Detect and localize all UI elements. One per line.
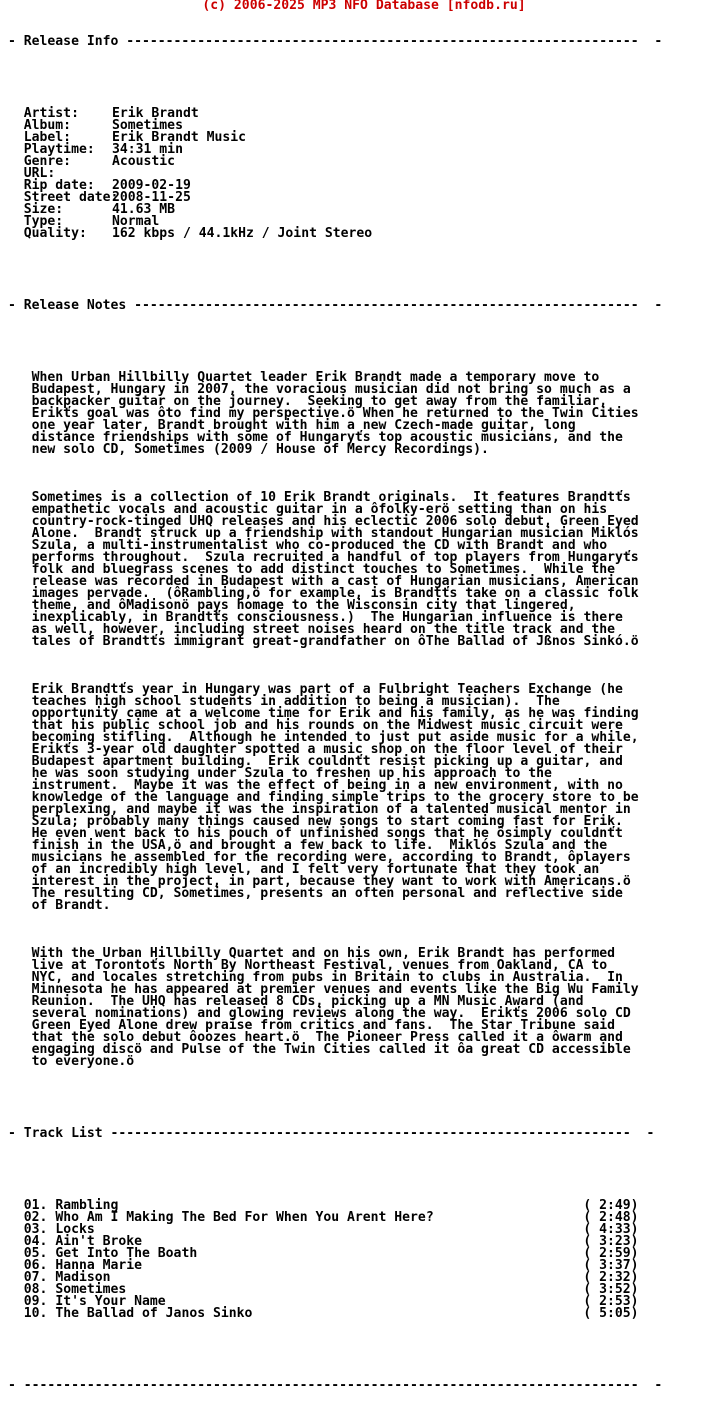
info-label: Quality:: [8, 226, 87, 241]
track-duration: ( 2:53): [583, 1294, 639, 1309]
track-duration: ( 3:37): [583, 1258, 639, 1273]
notes-line: Sometimes is a collection of 10 Erik Brandt originals. It features Brandtťs: [8, 490, 631, 505]
track-number: 03.: [8, 1222, 56, 1237]
info-value: Erik Brandt: [112, 106, 199, 121]
notes-line: finish in the USA,ö and brought a few back to life. Miklós Szula and the: [8, 838, 608, 853]
info-row: [8, 204, 662, 216]
notes-line: Szula; probably many things caused new songs to start coming fast for Erik.: [8, 814, 623, 829]
notes-line: Erikťs 3-year old daughter spotted a music shop on the floor level of their: [8, 742, 623, 757]
info-value: 162 kbps / 44.1kHz / Joint Stereo: [112, 226, 373, 241]
info-row: [8, 156, 662, 168]
track-title: Rambling: [55, 1198, 119, 1213]
notes-line: that his public school job and his rounds on the Midwest music circuit were: [8, 718, 623, 733]
notes-line: folk and bluegrass scenes to add distinct touches to Sometimes. While the: [8, 562, 615, 577]
notes-line: becoming stifling. Although he intended to just put aside music for a while,: [8, 730, 639, 745]
release-notes-block: [8, 372, 662, 1104]
track-duration: ( 4:33): [583, 1222, 639, 1237]
notes-line: Green Eyed Alone drew praise from critics and fans. The Star Tribune said: [8, 1018, 615, 1033]
info-label: Rip date:: [8, 178, 95, 193]
track-title: Ain't Broke: [55, 1234, 143, 1249]
blank-line: [8, 1344, 662, 1356]
track-duration: ( 2:49): [583, 1198, 639, 1213]
info-label: Playtime:: [8, 142, 95, 157]
notes-line: performs throughout. Szula recruited a handful of top players from Hungaryťs: [8, 550, 639, 565]
notes-line: musicians he assembled for the recording were, according to Brandt, ôplayers: [8, 850, 631, 865]
release-notes-divider: - Release Notes ---------------------------------------------------------------- -: [8, 298, 663, 313]
info-row: [8, 192, 662, 204]
notes-line: one year later, Brandt brought with him a new Czech-made guitar, long: [8, 418, 576, 433]
track-number: 02.: [8, 1210, 56, 1225]
track-title: Madison: [55, 1270, 111, 1285]
info-value: Normal: [112, 214, 160, 229]
track-title: The Ballad of Janos Sinko: [55, 1306, 253, 1321]
blank-line: [8, 648, 662, 660]
release-info-block: [8, 108, 662, 240]
notes-line: Erik Brandtťs year in Hungary was part of a Fulbright Teachers Exchange (he: [8, 682, 623, 697]
notes-line: that the solo debut ôoozes heart.ö The Pioneer Press called it a ôwarm and: [8, 1030, 623, 1045]
footer-divider: - ------------------------------------------------------------------------------ -: [8, 1378, 663, 1393]
track-row: [8, 1212, 662, 1224]
track-number: 09.: [8, 1294, 56, 1309]
track-title: It's Your Name: [55, 1294, 166, 1309]
blank-line: [8, 1080, 662, 1092]
track-duration: ( 2:59): [583, 1246, 639, 1261]
track-list-block: [8, 1200, 662, 1320]
notes-line: Szula, a multi-instrumentalist who co-produced the CD with Brandt and who: [8, 538, 608, 553]
info-label: Artist:: [8, 106, 79, 121]
track-number: 06.: [8, 1258, 56, 1273]
info-label: Size:: [8, 202, 64, 217]
track-row: [8, 1296, 662, 1308]
notes-line: engaging discö and Pulse of the Twin Cities called it ôa great CD accessible: [8, 1042, 631, 1057]
track-number: 04.: [8, 1234, 56, 1249]
track-number: 05.: [8, 1246, 56, 1261]
info-value: 2009-02-19: [112, 178, 191, 193]
notes-line: backpacker guitar on the journey. Seeking to get away from the familiar,: [8, 394, 608, 409]
track-title: Locks: [55, 1222, 95, 1237]
notes-line: The resulting CD, Sometimes, presents an often personal and reflective side: [8, 886, 623, 901]
info-row: [8, 120, 662, 132]
notes-line: NYC, and locales stretching from pubs in Britain to clubs in Australia. In: [8, 970, 623, 985]
notes-line: theme, and ôMadisonö pays homage to the Wisconsin city that lingered,: [8, 598, 576, 613]
info-label: Album:: [8, 118, 72, 133]
info-value: Acoustic: [112, 154, 176, 169]
notes-line: images pervade. (ôRambling,ö for example, is Brandtťs take on a classic folk: [8, 586, 639, 601]
track-title: Hanna Marie: [55, 1258, 143, 1273]
track-title: Who Am I Making The Bed For When You Arent Here?: [55, 1210, 434, 1225]
track-row: [8, 1284, 662, 1296]
notes-line: of an incredibly high level, and I felt very fortunate that they took an: [8, 862, 600, 877]
info-label: Label:: [8, 130, 72, 145]
info-row: [8, 108, 662, 120]
info-label: Genre:: [8, 154, 72, 169]
info-value: 34:31 min: [112, 142, 183, 157]
notes-line: inexplicably, in Brandtťs consciousness.) The Hungarian influence is there: [8, 610, 623, 625]
blank-line: [8, 660, 662, 672]
notes-line: new solo CD, Sometimes (2009 / House of Mercy Recordings).: [8, 442, 489, 457]
track-row: [8, 1248, 662, 1260]
notes-line: Alone. Brandt struck up a friendship with standout Hungarian musician Miklós: [8, 526, 639, 541]
blank-line: [8, 1092, 662, 1104]
track-duration: ( 5:05): [583, 1306, 639, 1321]
notes-line: knowledge of the language and finding simple trips to the grocery store to be: [8, 790, 639, 805]
notes-line: to everyone.ö: [8, 1054, 135, 1069]
blank-line: [8, 912, 662, 924]
track-list-divider: - Track List ------------------------------------------------------------------ -: [8, 1126, 655, 1141]
track-title: Sometimes: [55, 1282, 127, 1297]
track-title: Get Into The Boath: [55, 1246, 198, 1261]
notes-line: When Urban Hillbilly Quartet leader Erik Brandt made a temporary move to: [8, 370, 600, 385]
track-number: 07.: [8, 1270, 56, 1285]
blank-line: [8, 456, 662, 468]
notes-line: teaches high school students in addition to being a musician). The: [8, 694, 560, 709]
track-duration: ( 2:32): [583, 1270, 639, 1285]
info-value: Erik Brandt Music: [112, 130, 247, 145]
notes-line: interest in the project, in part, because they want to work with Americans.ö: [8, 874, 631, 889]
track-number: 10.: [8, 1306, 56, 1321]
track-row: [8, 1236, 662, 1248]
notes-line: of Brandt.: [8, 898, 111, 913]
info-value: 41.63 MB: [112, 202, 176, 217]
site-header: (c) 2006-2025 MP3 NFO Database [nfodb.ru]: [202, 0, 526, 13]
track-row: [8, 1260, 662, 1272]
notes-line: opportunity came at a welcome time for Erik and his family, as he was finding: [8, 706, 639, 721]
notes-line: perplexing, and maybe it was the inspiration of a talented musical mentor in: [8, 802, 631, 817]
blank-line: [8, 336, 662, 348]
blank-line: [8, 468, 662, 480]
notes-line: live at Torontoťs North By Northeast Festival, venues from Oakland, CA to: [8, 958, 608, 973]
info-row: [8, 228, 662, 240]
blank-line: [8, 72, 662, 84]
track-number: 08.: [8, 1282, 56, 1297]
track-duration: ( 3:23): [583, 1234, 639, 1249]
track-row: [8, 1272, 662, 1284]
notes-line: Erikťs goal was ôto find my perspective.ö When he returned to the Twin Cities: [8, 406, 639, 421]
notes-line: Reunion. The UHQ has released 8 CDs, picking up a MN Music Award (and: [8, 994, 584, 1009]
notes-line: instrument. Maybe it was the effect of being in a new environment, with no: [8, 778, 623, 793]
notes-line: With the Urban Hillbilly Quartet and on his own, Erik Brandt has performed: [8, 946, 615, 961]
blank-line: [8, 1068, 662, 1080]
info-label: Street date:: [8, 190, 119, 205]
info-row: [8, 144, 662, 156]
track-duration: ( 3:52): [583, 1282, 639, 1297]
info-row: [8, 132, 662, 144]
blank-line: [8, 264, 662, 276]
track-row: [8, 1308, 662, 1320]
notes-line: tales of Brandtťs immigrant great-grandfather on ôThe Ballad of Jßnos Sinkó.ö: [8, 634, 639, 649]
notes-line: distance friendships with some of Hungaryťs top acoustic musicians, and the: [8, 430, 623, 445]
track-number: 01.: [8, 1198, 56, 1213]
notes-line: several nominations) and glowing reviews along the way. Erikťs 2006 solo CD: [8, 1006, 631, 1021]
info-row: [8, 168, 662, 180]
nfo-text: [8, 12, 662, 1404]
notes-line: release was recorded in Budapest with a cast of Hungarian musicians, American: [8, 574, 639, 589]
notes-line: Budapest apartment building. Erik couldnťt resist picking up a guitar, and: [8, 754, 623, 769]
info-value: 2008-11-25: [112, 190, 191, 205]
notes-line: He even went back to his pouch of unfinished songs that he ôsimply couldnťt: [8, 826, 623, 841]
notes-line: country-rock-tinged UHQ releases and his eclectic 2006 solo debut, Green Eyed: [8, 514, 639, 529]
notes-line: he was soon studying under Szula to freshen up his approach to the: [8, 766, 552, 781]
blank-line: [8, 1164, 662, 1176]
info-label: Type:: [8, 214, 64, 229]
track-row: [8, 1200, 662, 1212]
notes-line: as well, however, including street noises heard on the title track and the: [8, 622, 615, 637]
notes-line: Minnesota he has appeared at premier venues and events like the Big Wu Family: [8, 982, 639, 997]
info-label: URL:: [8, 166, 56, 181]
notes-line: Budapest, Hungary in 2007, the voracious musician did not bring so much as a: [8, 382, 631, 397]
info-value: Sometimes: [112, 118, 183, 133]
release-info-divider: - Release Info ----------------------------------------------------------------- -: [8, 34, 663, 49]
track-duration: ( 2:48): [583, 1210, 639, 1225]
blank-line: [8, 924, 662, 936]
track-row: [8, 1224, 662, 1236]
notes-line: empathetic vocals and acoustic guitar in a ôfolky-erö setting than on his: [8, 502, 608, 517]
